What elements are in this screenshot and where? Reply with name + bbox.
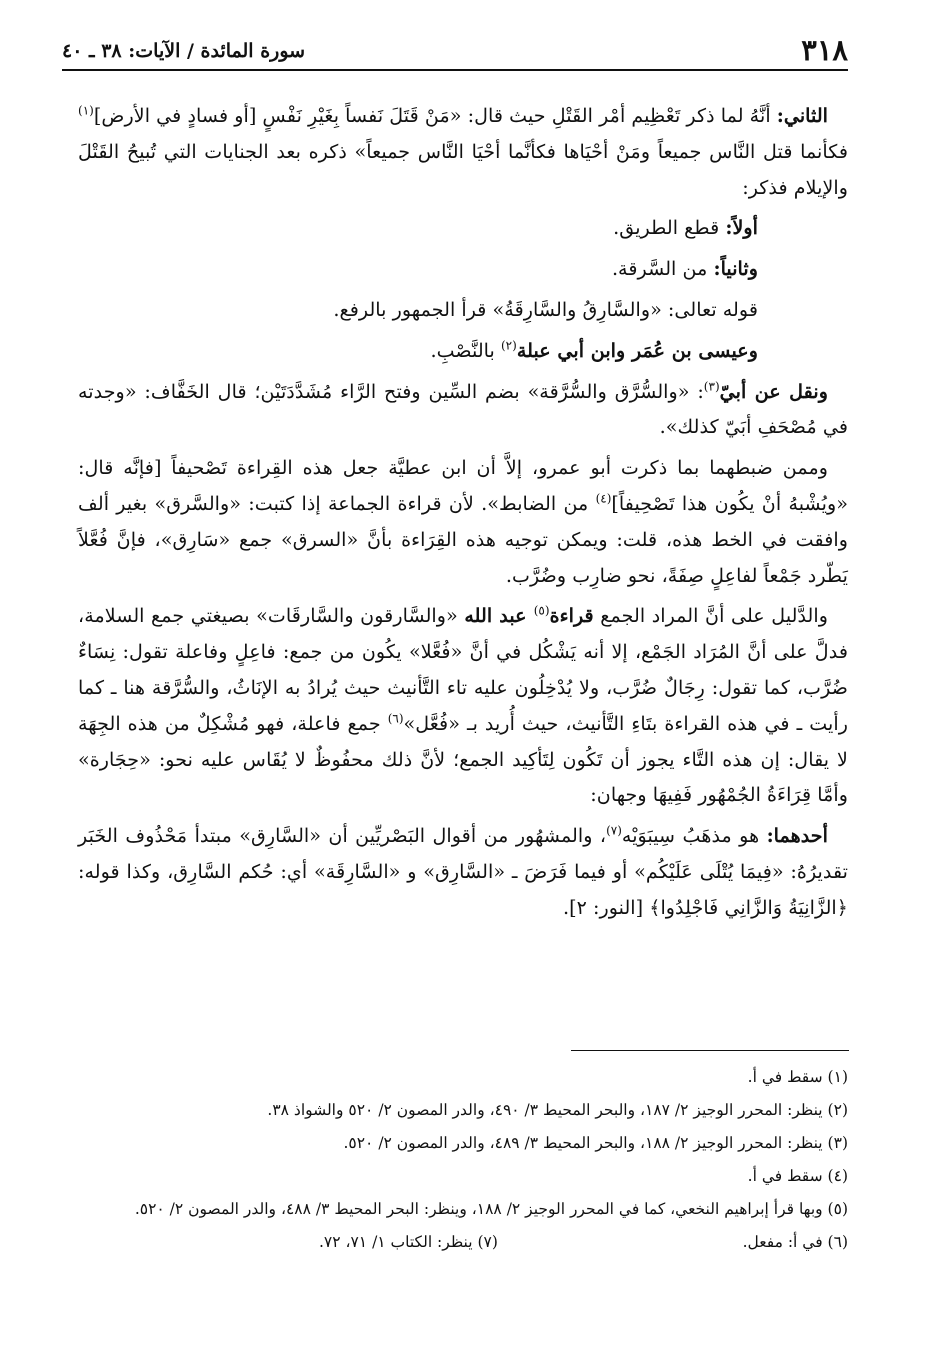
- footnote: (٥) وبها قرأ إبراهيم النخعي، كما في المحرر الوجيز ٢/ ١٨٨، وينظر: البحر المحيط ٣/ ٤٨٨، والدر المصون ٢/ ٥٢٠.: [134, 1200, 848, 1218]
- paragraph-bold: قراءة: [549, 604, 594, 628]
- paragraph: [78, 598, 848, 813]
- footnote-ref: (٣): [703, 379, 720, 394]
- paragraph-text: فكأنما قتل النَّاس جميعاً ومَنْ أحْيَاها فكأنَّما أحْيَا النَّاس جميعاً» ذكره بعد الجنايات التي تُبيحُ القَتْلَ والإيلام فذكر:: [78, 139, 848, 199]
- paragraph-lead: وثانياً:: [713, 257, 758, 281]
- paragraph-text: قطع الطريق.: [613, 216, 726, 240]
- paragraph-text: هو مذهَبُ سِيبَوَيْه: [621, 824, 767, 848]
- page-number: ٣١٨: [801, 33, 848, 67]
- running-title: سورة المائدة / الآيات: ٣٨ ـ ٤٠: [62, 40, 306, 62]
- paragraph-text: جمع فاعلة، فهو مُشْكِلٌ من هذه الجِهَة لا يقال: إن هذه التَّاء يجوز أن تَكُون لِتَأكِيد الجمع؛ لأنَّ ذلك محفُوظٌ لا يُقَاس عليه نحو: «حِجَارة» وأمَّا قِرَاءَةُ الجُمْهُور فَفِيهَا وجهان:: [78, 711, 848, 807]
- paragraph: [78, 333, 848, 369]
- page-header: [62, 32, 848, 72]
- paragraph-lead: الثاني:: [776, 104, 828, 127]
- footnote: (١) سقط في أ.: [747, 1068, 848, 1086]
- paragraph-text: أنَّهُ لما ذكر تَعْظِيم أمْر القَتْلِ حيث قال: «مَنْ قَتَلَ نَفساً بِغَيْرِ نَفْسٍ [أو فسادٍ في الأرض]: [93, 104, 777, 127]
- footnote: (٧) ينظر: الكتاب ١/ ٧١، ٧٢.: [318, 1233, 498, 1251]
- paragraph-text: : «والسُّرَّق والسُّرَّقة» بضم السِّين وفتح الرَّاء مُشَدَّدَتَيْن؛ قال الخَفَّاف: «وجدته في مُصْحَفِ أبَيّ كذلك».: [78, 379, 848, 439]
- paragraph-lead: ونقل عن أبيّ: [719, 379, 828, 403]
- paragraph-text: وممن ضبطهما بما ذكرت أبو عمرو، إلاَّ أن ابن عطيَّة جعل هذه القِراءة تَصْحيفاً [فإنَّه قال: «ويُشْبهُ أنْ يكُون هذا تَصْحِيفاً]: [78, 456, 848, 515]
- paragraph-text: «والسَّارقون والسَّارقَات» بصيغتي جمع السلامة، فدلَّ على أنَّ المُرَاد الجَمْع، إلا أنه يَشْكُل في أنَّ «فُعَّلا» يكُون من جمع: فاعِلٍ وفاعلة تقول: نِسَاءٌ ضُرَّب، كما تقول: رِجَالٌ ضُرَّب، ولا يُدْخِلُون عليه تاء التَّأنيث حيث يُرادُ به الإنَاثُ، والسُّرَّقة هنا ـ كما رأيت ـ في هذه القراءة بتَاءِ التَّأنيث، حيث أُريد بـ «فُعَّل»: [78, 604, 848, 735]
- paragraph-text: والدَّليل على أنَّ المراد الجمع: [593, 604, 828, 628]
- header-rule: [62, 69, 848, 71]
- paragraph-lead: وعيسى بن عُمَر وابن أبي عبلة: [516, 338, 758, 362]
- main-text: [78, 98, 848, 931]
- paragraph-text: قوله تعالى: «والسَّارِقُ والسَّارِقَةُ» قرأ الجمهور بالرفع.: [333, 297, 758, 321]
- paragraph-text: بالنَّصْبِ.: [430, 338, 501, 362]
- footnote: (٦) في أ: مفعل.: [742, 1233, 848, 1251]
- footnotes: [70, 1063, 848, 1257]
- footnote-ref: (٤): [595, 491, 612, 506]
- footnote: (٤) سقط في أ.: [747, 1167, 848, 1185]
- paragraph: [78, 818, 848, 925]
- paragraph-bold: عبد الله: [464, 604, 534, 628]
- footnote: (٢) ينظر: المحرر الوجيز ٢/ ١٨٧، والبحر المحيط ٣/ ٤٩٠، والدر المصون ٢/ ٥٢٠ والشواذ ٣٨.: [267, 1101, 848, 1119]
- paragraph: [78, 98, 848, 205]
- footnote-ref: (٢): [500, 338, 517, 353]
- paragraph-lead: أحدهما:: [766, 824, 828, 848]
- footnote-ref: (١): [78, 103, 94, 118]
- paragraph: [78, 251, 848, 287]
- paragraph: [78, 374, 848, 446]
- paragraph: [78, 450, 848, 593]
- paragraph: [78, 210, 848, 246]
- paragraph-lead: أولاً:: [725, 216, 758, 240]
- footnote-ref: (٥): [533, 603, 550, 618]
- footnote-rule: [571, 1050, 849, 1051]
- footnote-ref: (٦): [387, 711, 404, 726]
- paragraph-text: من السَّرقة.: [611, 257, 714, 281]
- paragraph: [78, 292, 848, 328]
- paragraph-text: ، والمشهُور من أقوال البَصْريِّين أن «السَّارِق» مبتدأ مَحْذُوف الخَبَر تقديرُهُ: «فِيمَا يُتْلَى عَلَيْكُم» أو فيما فَرَضَ ـ «السَّارِق» و «السَّارِقَة» أي: حُكم السَّارِق، وكذا قوله: ﴿الزَّانِيَةُ وَالزَّانِي فَاجْلِدُوا﴾ [النور: ٢].: [78, 824, 848, 919]
- footnote: (٣) ينظر: المحرر الوجيز ٢/ ١٨٨، والبحر المحيط ٣/ ٤٨٩، والدر المصون ٢/ ٥٢٠.: [343, 1134, 848, 1152]
- footnote-ref: (٧): [606, 823, 622, 838]
- footnote-row: [70, 1228, 848, 1257]
- paragraph-text: من الضابط». لأن قراءة الجماعة إذا كتبت: «والسَّرق» بغير ألف وافقت في الخط هذه، قلت: ويمكن توجيه هذه القِرَاءة بأنَّ «السرق» جمع «سَارِق»، فإنَّ فُعَّلاً يَطّرد جَمْعاً لفاعِلٍ صِفَةً، نحو ضارِب وضُرَّب.: [78, 491, 848, 587]
